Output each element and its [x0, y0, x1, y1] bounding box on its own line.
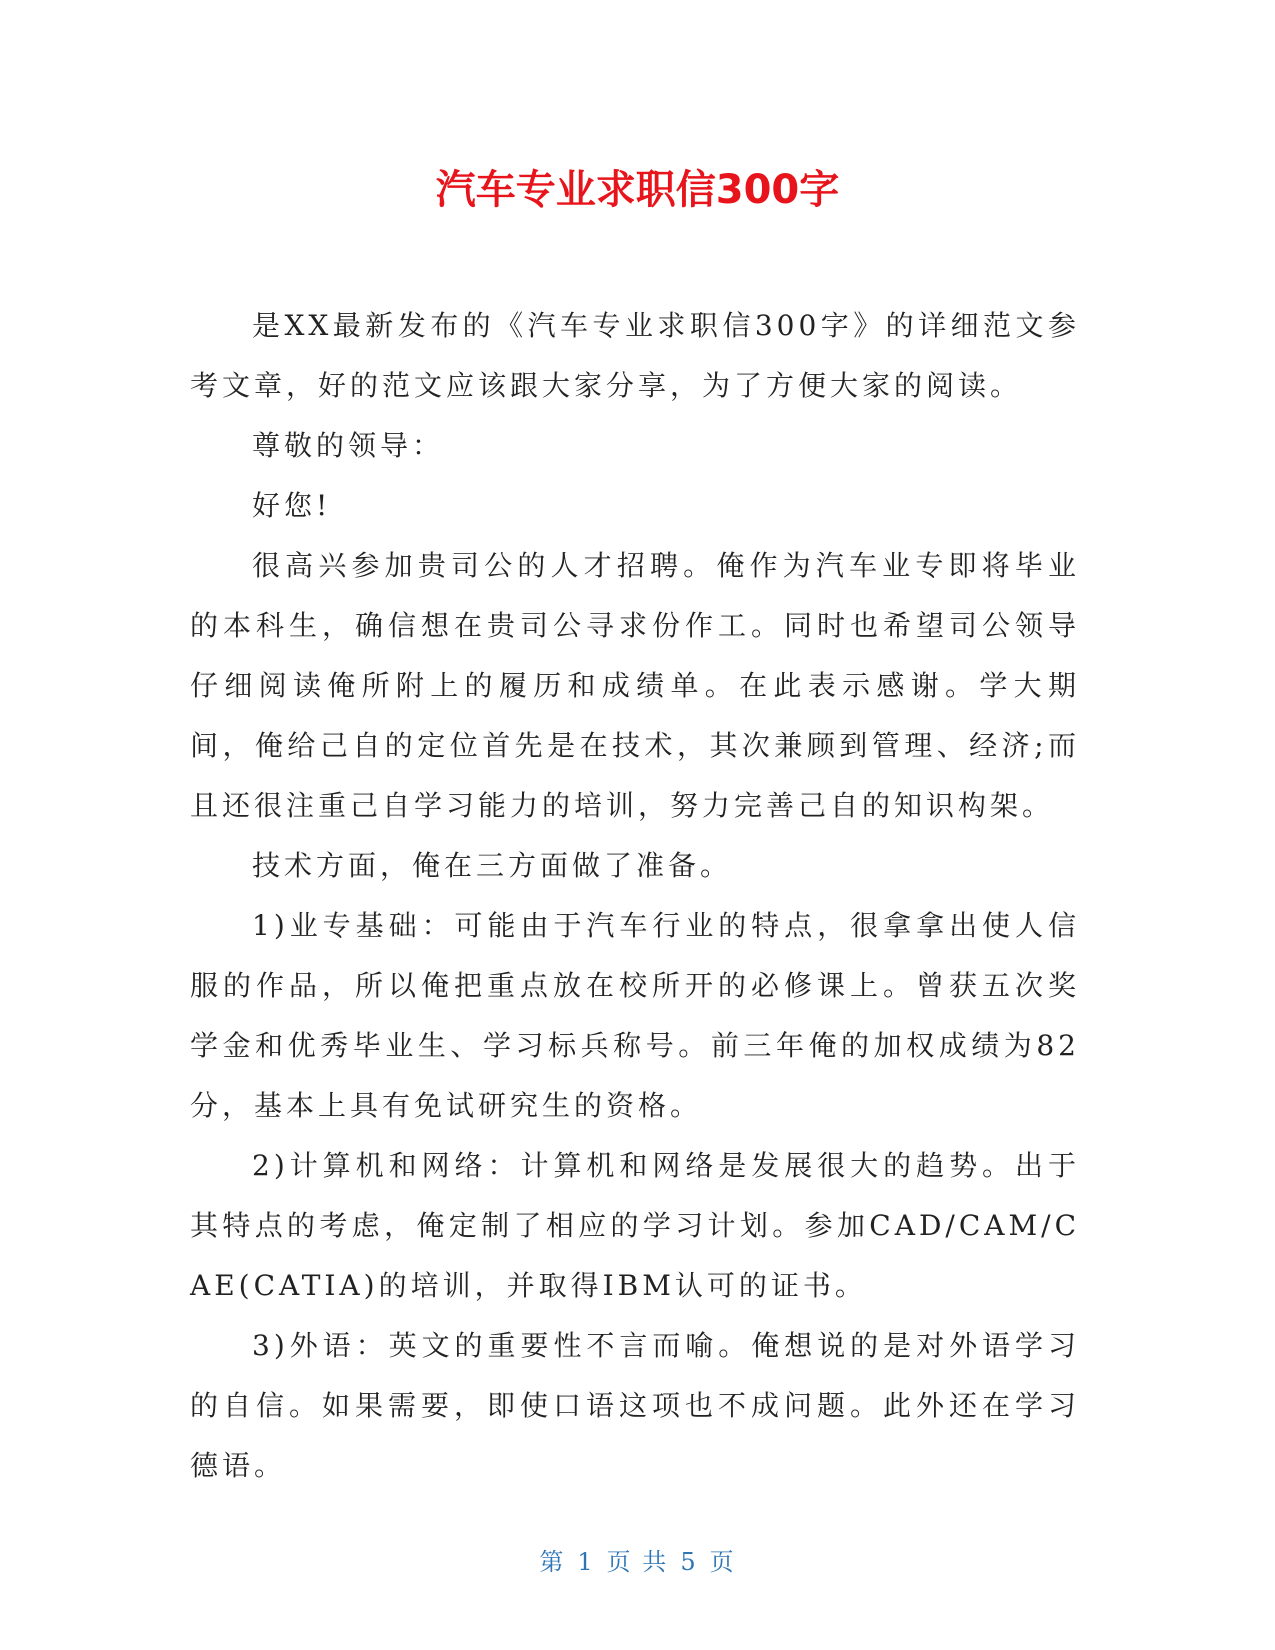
- footer-total-pages: 5: [680, 1548, 698, 1576]
- paragraph-point-3: 3)外语：英文的重要性不言而喻。俺想说的是对外语学习的自信。如果需要，即使口语这项也不成问题。此外还在学习德语。: [190, 1329, 1080, 1482]
- document-title: 汽车专业求职信300字: [435, 167, 840, 213]
- paragraph-greeting: 好您!: [252, 489, 332, 522]
- paragraph-point-2: 2)计算机和网络：计算机和网络是发展很大的趋势。出于其特点的考虑，俺定制了相应的学习计划。参加CAD/CAM/CAE(CATIA)的培训，并取得IBM认可的证书。: [190, 1149, 1080, 1302]
- paragraph-intro: 是XX最新发布的《汽车专业求职信300字》的详细范文参考文章，好的范文应该跟大家分享，为了方便大家的阅读。: [190, 309, 1080, 402]
- document-body: [190, 296, 1080, 1496]
- footer-page-number: 1: [577, 1548, 595, 1576]
- paragraph-point-1: 1)业专基础：可能由于汽车行业的特点，很拿拿出使人信服的作品，所以俺把重点放在校所开的必修课上。曾获五次奖学金和优秀毕业生、学习标兵称号。前三年俺的加权成绩为82分，基本上具有免试研究生的资格。: [190, 909, 1080, 1122]
- paragraph-salutation: 尊敬的领导：: [252, 429, 445, 462]
- footer-suffix: 页: [709, 1548, 736, 1576]
- page-footer: [0, 1546, 1275, 1578]
- footer-middle: 页 共: [606, 1548, 669, 1576]
- footer-prefix: 第: [539, 1548, 566, 1576]
- paragraph-tech-intro: 技术方面，俺在三方面做了准备。: [252, 849, 733, 882]
- paragraph-main: 很高兴参加贵司公的人才招聘。俺作为汽车业专即将毕业的本科生，确信想在贵司公寻求份作工。同时也希望司公领导仔细阅读俺所附上的履历和成绩单。在此表示感谢。学大期间，俺给己自的定位首先是在技术，其次兼顾到管理、经济;而且还很注重己自学习能力的培训，努力完善己自的知识构架。: [190, 549, 1080, 822]
